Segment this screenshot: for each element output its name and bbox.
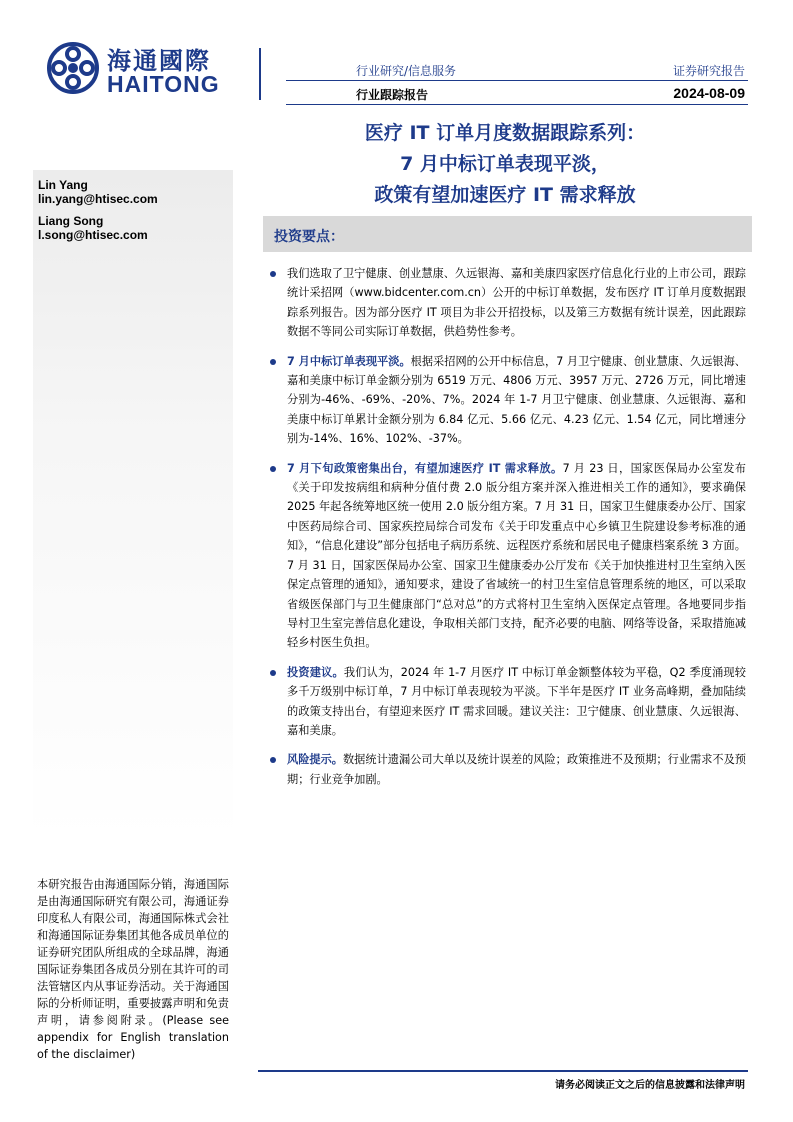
title-line: 医疗 IT 订单月度数据跟踪系列：: [364, 122, 646, 144]
doc-kind: 证券研究报告: [672, 64, 745, 78]
footer-note: 请务必阅读正文之后的信息披露和法律声明: [555, 1080, 745, 1091]
bullet-icon: [270, 466, 276, 472]
brand-name-en: HAITONG: [107, 71, 220, 97]
sidebar-panel: [33, 170, 233, 840]
list-item: [270, 459, 746, 653]
bullet-icon: [270, 359, 276, 365]
bullet-lead: 投资建议。: [287, 665, 344, 679]
author-email: lin.yang@htisec.com: [38, 192, 158, 206]
footer-rule: [258, 1070, 748, 1072]
bullet-lead: 风险提示。: [287, 753, 343, 767]
key-points-heading: 投资要点：: [274, 229, 344, 245]
bullet-icon: [270, 670, 276, 676]
header-divider: [259, 48, 261, 100]
bullet-icon: [270, 757, 276, 763]
disclaimer: 本研究报告由海通国际分销，海通国际是由海通国际研究有限公司，海通证券印度私人有限公司，海通国际株式会社和海通国际证券集团其他各成员单位的证券研究团队所组成的全球品牌，海通国际证券集团各成员分别在其许可的司法管辖区内从事证券活动。关于海通国际的分析师证明，重要披露声明和免责声明，请参阅附录。(Please see appendix for English translation of the disclaimer): [37, 878, 229, 1061]
title-line: 政策有望加速医疗 IT 需求释放: [374, 184, 636, 206]
list-item: [270, 663, 746, 741]
bullet-lead: 7 月下旬政策密集出台，有望加速医疗 IT 需求释放。: [287, 461, 563, 475]
report-date: 2024-08-09: [673, 85, 745, 101]
bullet-lead: 7 月中标订单表现平淡。: [287, 354, 411, 368]
key-points-list: [270, 264, 746, 799]
report-category: 行业研究/信息服务: [356, 64, 457, 78]
bullet-text: 我们选取了卫宁健康、创业慧康、久远银海、嘉和美康四家医疗信息化行业的上市公司，跟踪统计采招网（www.bidcenter.com.cn）公开的中标订单数据，发布医疗 IT 订单月度数据跟踪系列报告。因为部分医疗 IT 项目为非公开招投标，以及第三方数据有统计误差，因此跟踪数据不等同公司实际订单数据，供趋势性参考。: [287, 267, 746, 339]
header-rule: [286, 80, 748, 81]
list-item: [270, 750, 746, 789]
bullet-text: 数据统计遗漏公司大单以及统计误差的风险；政策推进不及预期；行业需求不及预期；行业竞争加剧。: [287, 753, 746, 786]
bullet-text: 我们认为，2024 年 1-7 月医疗 IT 中标订单金额整体较为平稳，Q2 季度涌现较多千万级别中标订单，7 月中标订单表现较为平淡。下半年是医疗 IT 业务高峰期，叠加陆续的政策支持出台，有望迎来医疗 IT 需求回暖。建议关注：卫宁健康、创业慧康、久远银海、嘉和美康。: [287, 665, 746, 737]
author-name: Liang Song: [38, 214, 104, 228]
haitong-logo-icon: [47, 42, 99, 94]
author-email: l.song@htisec.com: [38, 228, 148, 242]
report-title: [262, 118, 748, 211]
author-name: Lin Yang: [38, 178, 88, 192]
title-line: 7 月中标订单表现平淡，: [400, 153, 610, 175]
bullet-icon: [270, 271, 276, 277]
list-item: [270, 264, 746, 342]
bullet-text: 7 月 23 日，国家医保局办公室发布《关于印发按病组和病种分值付费 2.0 版分组方案并深入推进相关工作的通知》，要求确保 2025 年起各统筹地区统一使用 2.0 版分组方案。7 月 31 日，国家卫生健康委办公厅、国家中医药局综合司、国家疾控局综合司发布《关于印发重点中心乡镇卫生院建设参考标准的通知》，“信息化建设”部分包括电子病历系统、远程医疗系统和居民电子健康档案系统 3 方面。7 月 31 日，国家医保局办公室、国家卫生健康委办公厅发布《关于加快推进村卫生室纳入医保定点管理的通知》，通知要求，建设了省域统一的村卫生室信息管理系统的地区，可以采取省级医保部门与卫生健康部门“总对总”的方式将村卫生室纳入医保定点管理。各地要同步指导村卫生室完善信息化建设，争取相关部门支持，配齐必要的电脑、网络等设备，采取措施减轻乡村医生负担。: [287, 461, 746, 650]
report-type: 行业跟踪报告: [356, 88, 429, 102]
header-rule: [286, 104, 748, 105]
brand-name-cn: 海通國際: [107, 47, 211, 75]
key-points-heading-bar: [263, 216, 752, 252]
bullet-text: 根据采招网的公开中标信息，7 月卫宁健康、创业慧康、久远银海、嘉和美康中标订单金额分别为 6519 万元、4806 万元、3957 万元、2726 万元，同比增速分别为-46%、-69%、-20%、7%。2024 年 1-7 月卫宁健康、创业慧康、久远银海、嘉和美康中标订单累计金额分别为 6.84 亿元、5.66 亿元、4.23 亿元、1.54 亿元，同比增速分别为-14%、16%、102%、-37%。: [287, 354, 746, 446]
list-item: [270, 352, 746, 449]
